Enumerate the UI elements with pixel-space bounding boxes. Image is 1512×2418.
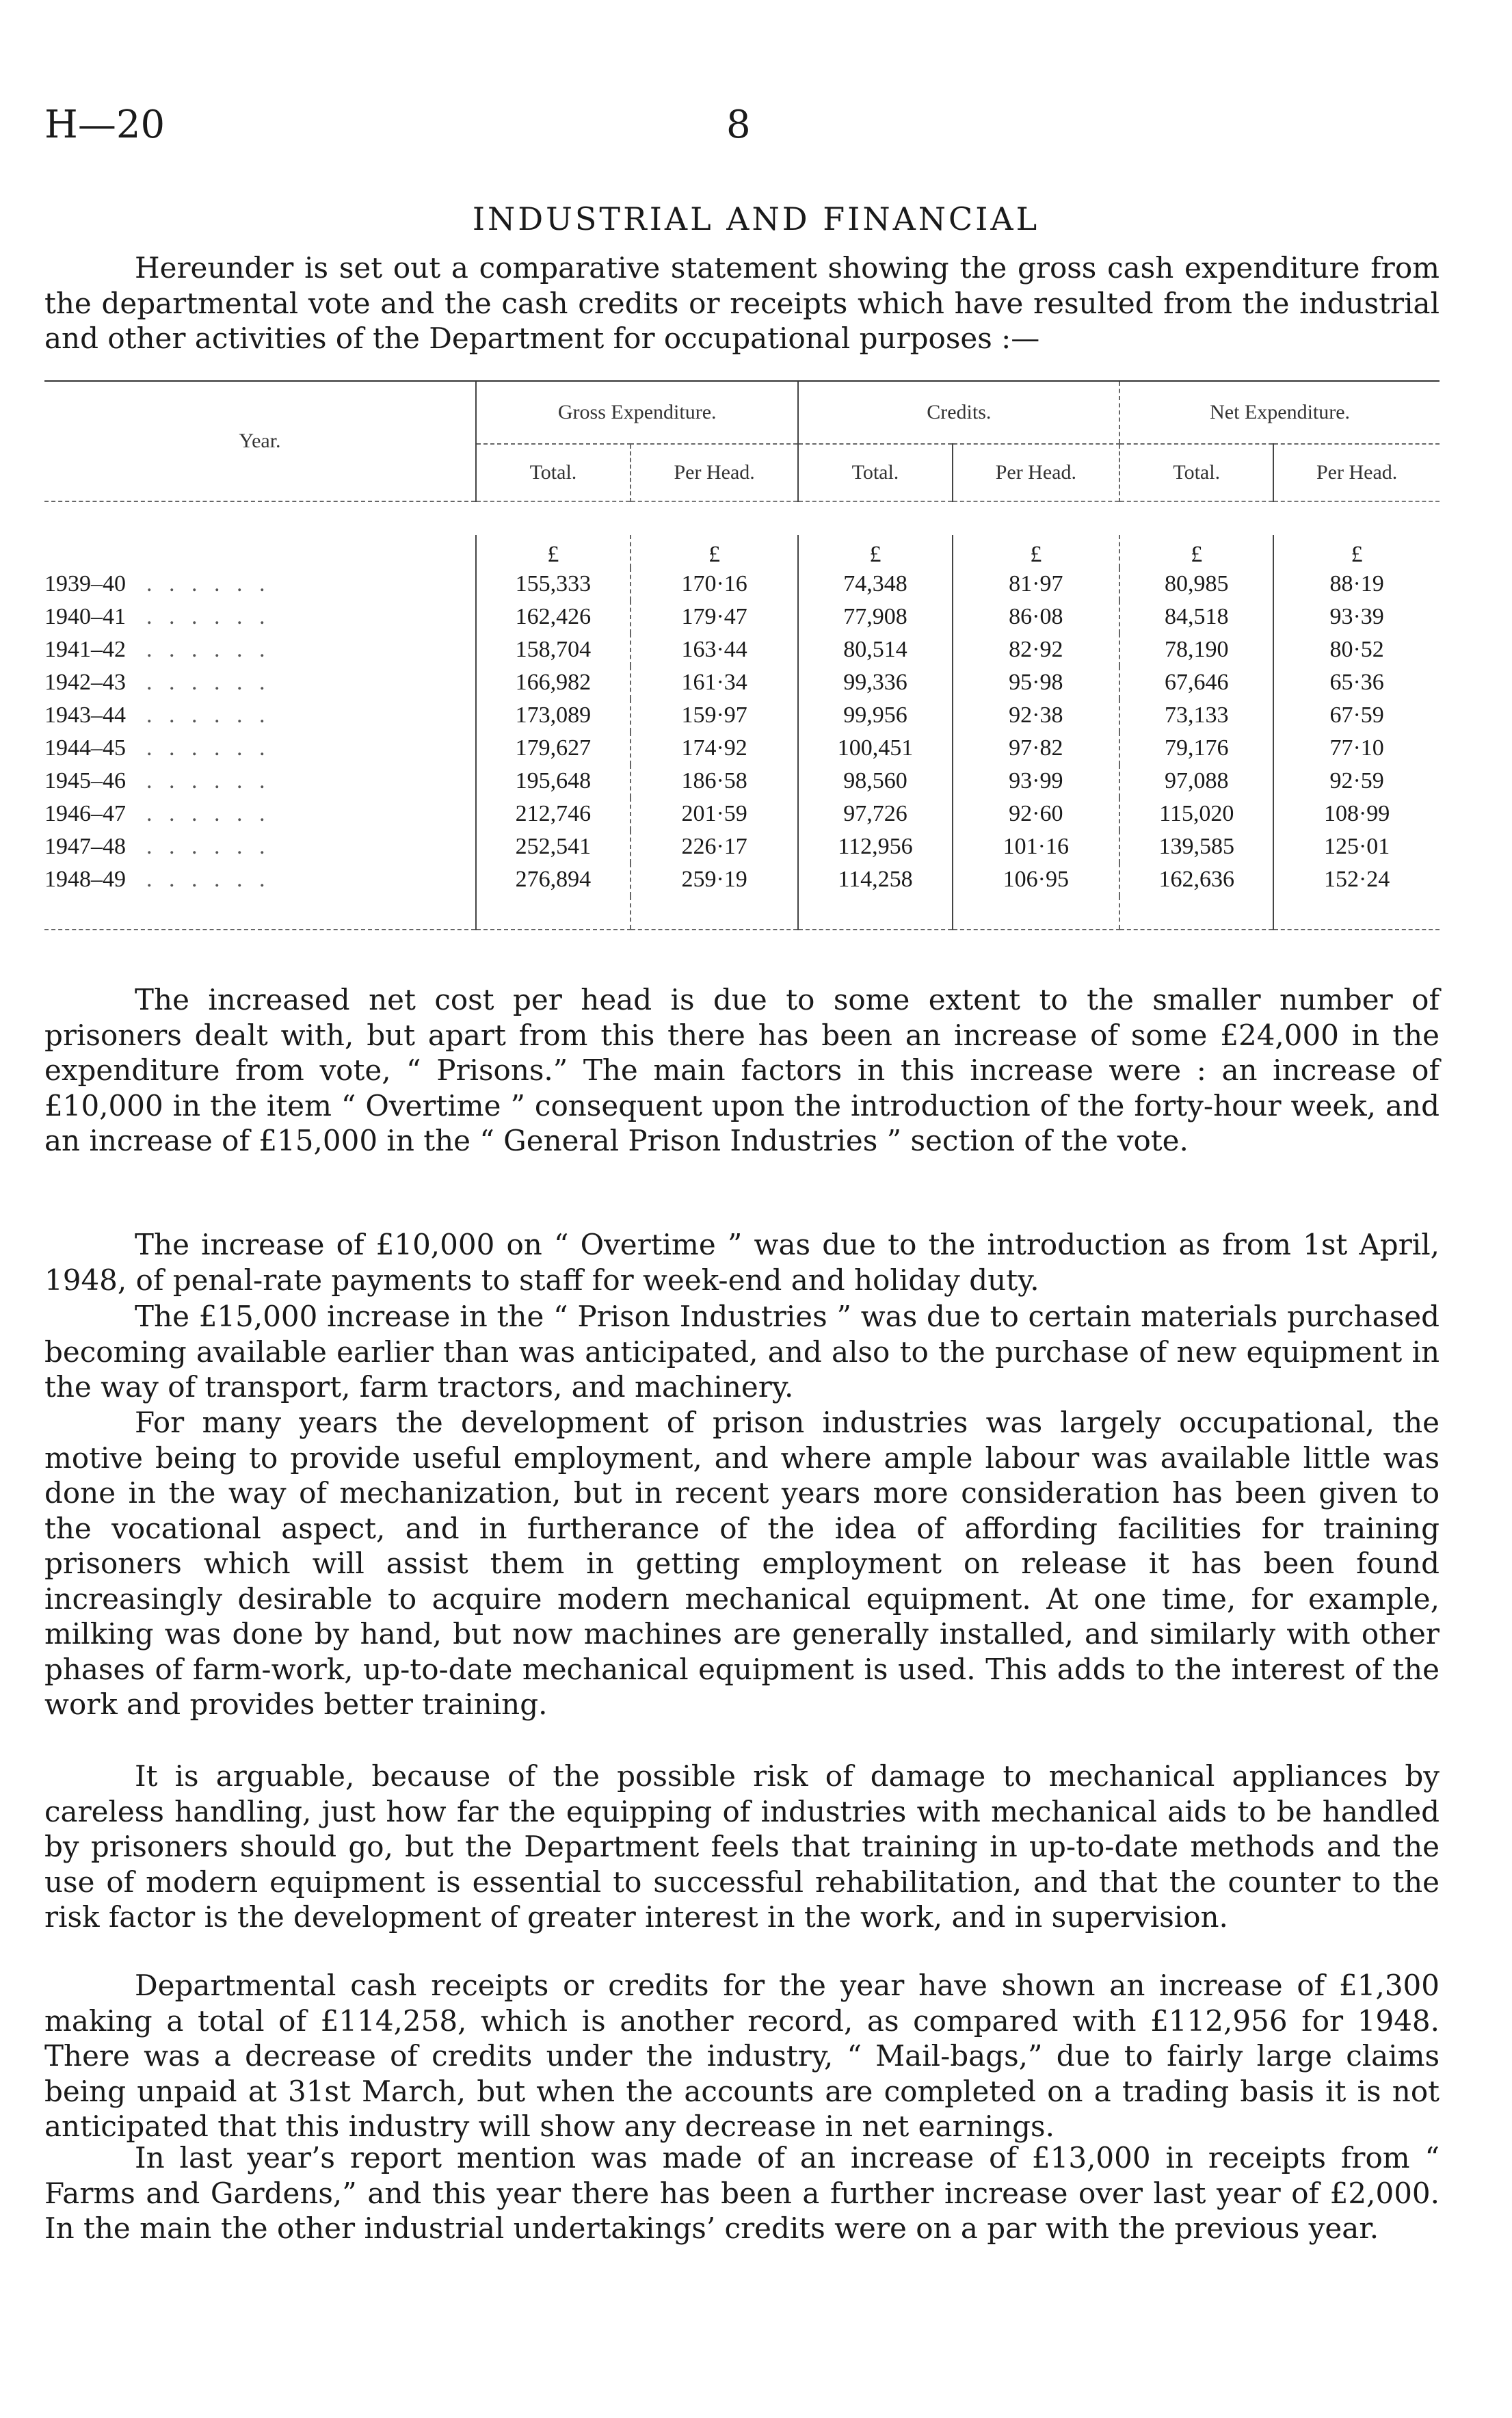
gross-total-cell: 276,894 — [476, 863, 631, 896]
net-per-head-cell: 77·10 — [1273, 732, 1440, 765]
credits-total-cell: 100,451 — [798, 732, 952, 765]
table-row — [44, 798, 1440, 830]
year-label: 1941–42 — [44, 637, 126, 662]
leader-dots: . . . . . . — [146, 768, 271, 793]
year-label: 1946–47 — [44, 801, 126, 826]
net-per-head-cell: 108·99 — [1273, 798, 1440, 830]
gross-total-cell: 155,333 — [476, 568, 631, 601]
net-total-cell: 97,088 — [1119, 765, 1273, 798]
section-title: INDUSTRIAL AND FINANCIAL — [472, 200, 1040, 237]
year-cell — [44, 568, 476, 601]
paragraph: The increased net cost per head is due to some extent to the smaller number of prisoners dealt with, but apart from this there has been an increase of some £24,000 in the expenditure from vote, “ Prisons.” The main factors in this increase were : an increase of £10,000 in the item “ Overtime ” consequent upon the introduction of the forty-hour week, and an increase of £15,000 in the “ General Prison Industries ” section of the vote. — [44, 983, 1440, 1157]
currency-symbol: £ — [476, 535, 631, 568]
net-per-head-cell: 88·19 — [1273, 568, 1440, 601]
year-cell — [44, 601, 476, 633]
table-row — [44, 666, 1440, 699]
paragraph: Departmental cash receipts or credits for the year have shown an increase of £1,300 making a total of £114,258, which is another record, as compared with £112,956 for 1948. There was a decrease of credits under the industry, “ Mail-bags,” due to fairly large claims being unpaid at 31st March, but when the accounts are completed on a trading basis it is not anticipated that this industry will show any decrease in net earnings. — [44, 1969, 1440, 2143]
gross-per-head-cell: 161·34 — [631, 666, 799, 699]
gross-total-cell: 166,982 — [476, 666, 631, 699]
leader-dots: . . . . . . — [146, 801, 271, 826]
paragraph: The £15,000 increase in the “ Prison Industries ” was due to certain materials purchased becoming available earlier than was anticipated, and also to the purchase of new equipment in the way of transport, farm tractors, and machinery. — [44, 1300, 1440, 1404]
year-label: 1948–49 — [44, 867, 126, 892]
gross-per-head-cell: 174·92 — [631, 732, 799, 765]
gross-total-cell: 195,648 — [476, 765, 631, 798]
credits-total-cell: 114,258 — [798, 863, 952, 896]
credits-header: Credits. — [798, 381, 1119, 444]
currency-symbol: £ — [1119, 535, 1273, 568]
net-total-cell: 79,176 — [1119, 732, 1273, 765]
net-total-cell: 67,646 — [1119, 666, 1273, 699]
net-total-cell: 73,133 — [1119, 699, 1273, 732]
leader-dots: . . . . . . — [146, 637, 271, 662]
net-total-cell: 78,190 — [1119, 633, 1273, 666]
leader-dots: . . . . . . — [146, 735, 271, 761]
year-cell — [44, 798, 476, 830]
leader-dots: . . . . . . — [146, 867, 271, 892]
net-total-header: Total. — [1119, 444, 1273, 501]
leader-dots: . . . . . . — [146, 702, 271, 728]
currency-symbol: £ — [798, 535, 952, 568]
credits-total-cell: 80,514 — [798, 633, 952, 666]
credits-per-head-cell: 82·92 — [953, 633, 1120, 666]
leader-dots: . . . . . . — [146, 670, 271, 695]
credits-per-head-cell: 101·16 — [953, 830, 1120, 863]
currency-row — [44, 535, 1440, 568]
gross-per-head-cell: 259·19 — [631, 863, 799, 896]
table-row — [44, 830, 1440, 863]
document-reference: H—20 — [44, 103, 165, 147]
gross-per-head-cell: 159·97 — [631, 699, 799, 732]
table-row — [44, 601, 1440, 633]
gross-total-cell: 212,746 — [476, 798, 631, 830]
leader-dots: . . . . . . — [146, 604, 271, 629]
gross-total-cell: 179,627 — [476, 732, 631, 765]
table-row — [44, 568, 1440, 601]
net-total-cell: 80,985 — [1119, 568, 1273, 601]
year-cell — [44, 863, 476, 896]
credits-total-cell: 112,956 — [798, 830, 952, 863]
net-expenditure-header: Net Expenditure. — [1119, 381, 1440, 444]
gross-per-head-cell: 163·44 — [631, 633, 799, 666]
credits-total-cell: 99,336 — [798, 666, 952, 699]
net-total-cell: 139,585 — [1119, 830, 1273, 863]
paragraph: The increase of £10,000 on “ Overtime ” was due to the introduction as from 1st April, 1948, of penal-rate payments to staff for week-end and holiday duty. — [44, 1228, 1440, 1297]
year-label: 1947–48 — [44, 834, 126, 859]
gross-per-head-cell: 201·59 — [631, 798, 799, 830]
net-per-head-cell: 65·36 — [1273, 666, 1440, 699]
intro-paragraph: Hereunder is set out a comparative statement showing the gross cash expenditure from the departmental vote and the cash credits or receipts which have resulted from the industrial and other activities of the Department for occupational purposes :— — [44, 251, 1440, 355]
credits-per-head-cell: 92·38 — [953, 699, 1120, 732]
credits-total-cell: 98,560 — [798, 765, 952, 798]
table-row — [44, 765, 1440, 798]
paragraph: In last year’s report mention was made of an increase of £13,000 in receipts from “ Farms and Gardens,” and this year there has been a further increase over last year of £2,000. In the main the other industrial undertakings’ credits were on a par with the previous year. — [44, 2141, 1440, 2245]
credits-total-header: Total. — [798, 444, 952, 501]
net-per-head-cell: 80·52 — [1273, 633, 1440, 666]
year-cell — [44, 732, 476, 765]
gross-per-head-cell: 170·16 — [631, 568, 799, 601]
year-label: 1940–41 — [44, 604, 126, 629]
gross-per-head-cell: 226·17 — [631, 830, 799, 863]
table-row — [44, 699, 1440, 732]
currency-symbol: £ — [1273, 535, 1440, 568]
year-column-header: Year. — [44, 381, 476, 501]
credits-per-head-cell: 97·82 — [953, 732, 1120, 765]
gross-total-cell: 158,704 — [476, 633, 631, 666]
year-cell — [44, 765, 476, 798]
gross-per-head-header: Per Head. — [631, 444, 799, 501]
year-label: 1939–40 — [44, 571, 126, 596]
net-per-head-cell: 92·59 — [1273, 765, 1440, 798]
credits-total-cell: 77,908 — [798, 601, 952, 633]
credits-per-head-header: Per Head. — [953, 444, 1120, 501]
year-cell — [44, 633, 476, 666]
net-per-head-cell: 67·59 — [1273, 699, 1440, 732]
year-cell — [44, 830, 476, 863]
credits-per-head-cell: 95·98 — [953, 666, 1120, 699]
year-label: 1945–46 — [44, 768, 126, 793]
net-per-head-cell: 152·24 — [1273, 863, 1440, 896]
net-total-cell: 84,518 — [1119, 601, 1273, 633]
credits-per-head-cell: 92·60 — [953, 798, 1120, 830]
leader-dots: . . . . . . — [146, 571, 271, 596]
gross-total-cell: 173,089 — [476, 699, 631, 732]
currency-symbol: £ — [631, 535, 799, 568]
year-label: 1944–45 — [44, 735, 126, 761]
leader-dots: . . . . . . — [146, 834, 271, 859]
credits-per-head-cell: 106·95 — [953, 863, 1120, 896]
credits-total-cell: 97,726 — [798, 798, 952, 830]
table-row — [44, 863, 1440, 896]
expenditure-table — [44, 380, 1440, 921]
gross-per-head-cell: 186·58 — [631, 765, 799, 798]
gross-total-header: Total. — [476, 444, 631, 501]
credits-per-head-cell: 81·97 — [953, 568, 1120, 601]
currency-symbol: £ — [953, 535, 1120, 568]
table-row — [44, 732, 1440, 765]
net-per-head-header: Per Head. — [1273, 444, 1440, 501]
net-per-head-cell: 93·39 — [1273, 601, 1440, 633]
credits-per-head-cell: 86·08 — [953, 601, 1120, 633]
paragraph: For many years the development of prison industries was largely occupational, the motive being to provide useful employment, and where ample labour was available little was done in the way of mechanization, but in recent years more consideration has been given to the vocational aspect, and in furtherance of the idea of affording facilities for training prisoners which will assist them in getting employment on release it has been found increasingly desirable to acquire modern mechanical equipment. At one time, for example, milking was done by hand, but now machines are generally installed, and similarly with other phases of farm-work, up-to-date mechanical equipment is used. This adds to the interest of the work and provides better training. — [44, 1406, 1440, 1721]
year-cell — [44, 699, 476, 732]
credits-per-head-cell: 93·99 — [953, 765, 1120, 798]
net-per-head-cell: 125·01 — [1273, 830, 1440, 863]
net-total-cell: 162,636 — [1119, 863, 1273, 896]
gross-per-head-cell: 179·47 — [631, 601, 799, 633]
page-number: 8 — [726, 103, 751, 147]
year-cell — [44, 666, 476, 699]
gross-total-cell: 162,426 — [476, 601, 631, 633]
year-label: 1942–43 — [44, 670, 126, 695]
paragraph: It is arguable, because of the possible risk of damage to mechanical appliances by careless handling, just how far the equipping of industries with mechanical aids to be handled by prisoners should go, but the Department feels that training in up-to-date methods and the use of modern equipment is essential to successful rehabilitation, and that the counter to the risk factor is the development of greater interest in the work, and in supervision. — [44, 1759, 1440, 1934]
credits-total-cell: 74,348 — [798, 568, 952, 601]
net-total-cell: 115,020 — [1119, 798, 1273, 830]
table-row — [44, 633, 1440, 666]
year-label: 1943–44 — [44, 702, 126, 728]
gross-total-cell: 252,541 — [476, 830, 631, 863]
gross-expenditure-header: Gross Expenditure. — [476, 381, 798, 444]
credits-total-cell: 99,956 — [798, 699, 952, 732]
